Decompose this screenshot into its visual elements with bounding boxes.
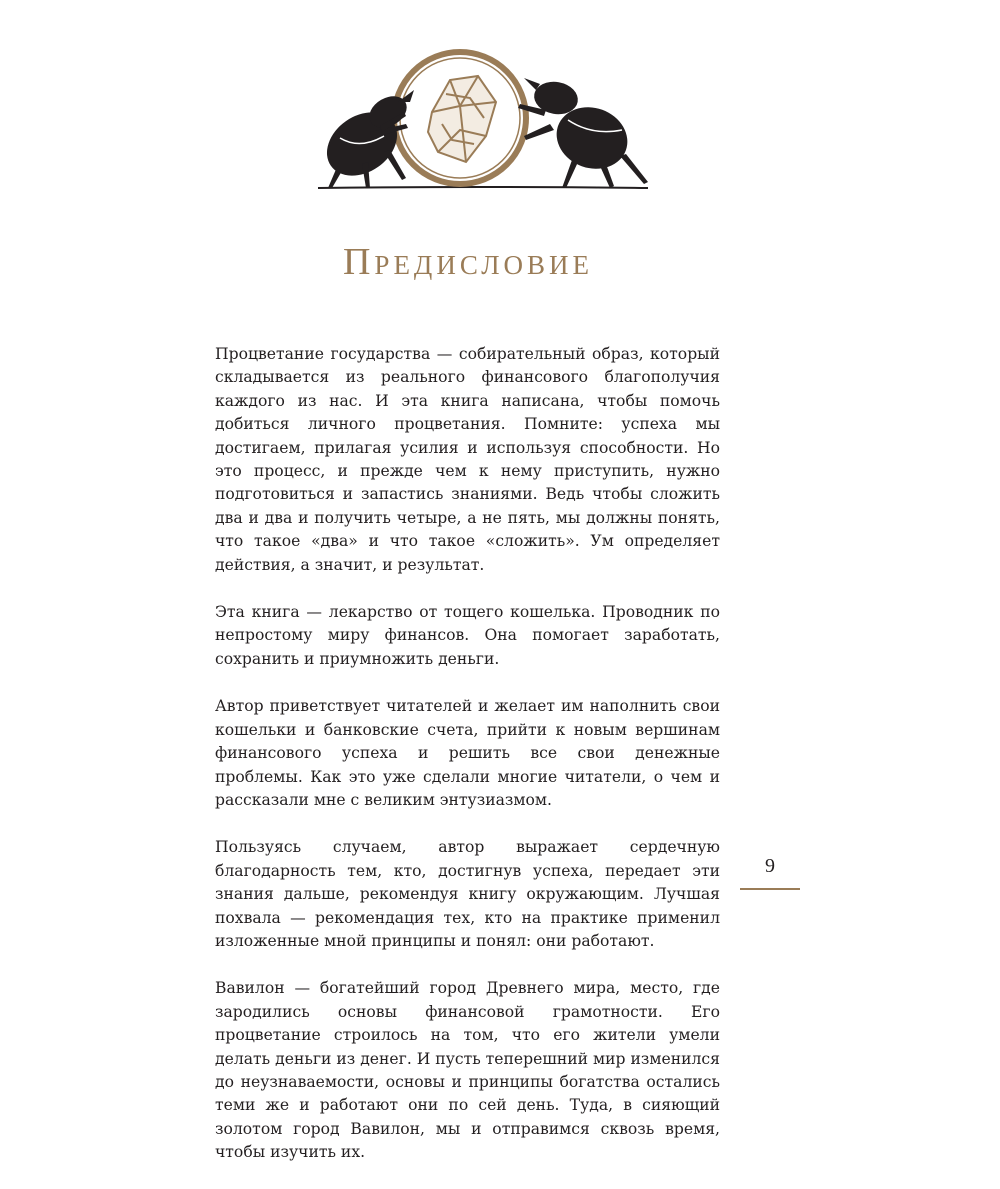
gold-coin-icon <box>394 52 526 184</box>
paragraph: Процветание государства — собирательный образ, который складывается из реального финансового благополучия каждого из нас. И эта книга написана, чтобы помочь добиться личного процветания. Помните: успеха мы достигаем, прилагая усилия и используя способности. Но это процесс, и прежде чем к нему приступить, нужно подготовиться и запастись знаниями. Ведь чтобы сложить два и два и получить четыре, а не пять, мы должны понять, что такое «два» и что такое «сложить». Ум определяет действия, а значит, и результат. <box>215 345 720 574</box>
paragraph: Эта книга — лекарство от тощего кошелька. Проводник по непростому миру финансов. Она помогает заработать, сохранить и приумножить деньги. <box>215 603 720 668</box>
page-number-rule <box>740 888 800 890</box>
paragraph: Пользуясь случаем, автор выражает сердечную благодарность тем, кто, достигнув успеха, передает эти знания дальше, рекомендуя книгу окружающим. Лучшая похвала — рекомендация тех, кто на практике применил изложенные мной принципы и понял: они работают. <box>215 838 720 950</box>
paragraph: Автор приветствует читателей и желает им наполнить свои кошельки и банковские счета, прийти к новым вершинам финансового успеха и решить все свои денежные проблемы. Как это уже сделали многие читатели, о чем и рассказали мне с великим энтузиазмом. <box>215 697 720 809</box>
page-number: 9 <box>765 855 775 877</box>
body-text <box>215 343 720 1189</box>
right-beetle-icon <box>518 78 648 188</box>
paragraph: Вавилон — богатейший город Древнего мира, место, где зародились основы финансовой грамотности. Его процветание строилось на том, что его жители умели делать деньги из денег. И пусть теперешний мир изменился до неузнаваемости, основы и принципы богатства остались теми же и работают они по сей день. Туда, в сияющий золотом город Вавилон, мы и отправимся сквозь время, чтобы изучить их. <box>215 979 720 1162</box>
scarab-beetles-coin-illustration <box>310 40 650 200</box>
page-title: Предисловие <box>342 241 593 283</box>
